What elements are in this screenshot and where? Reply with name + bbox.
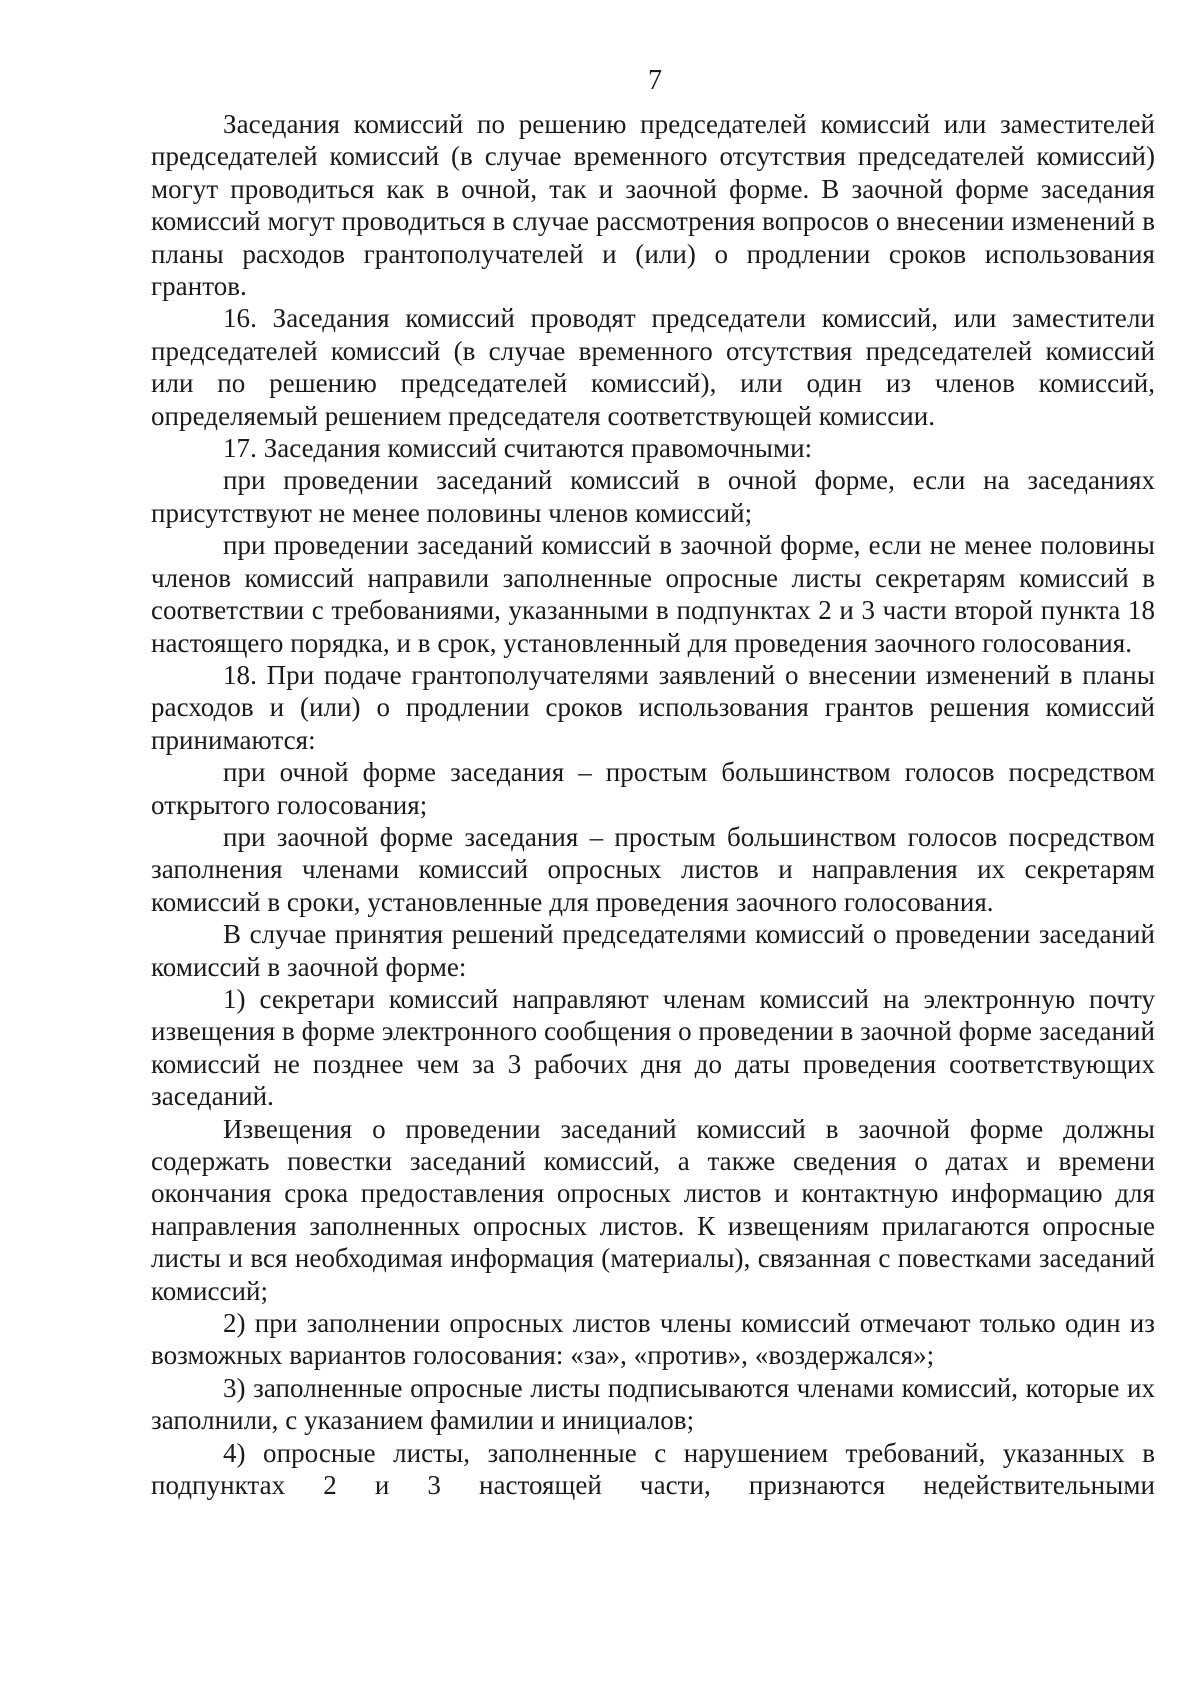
paragraph: 2) при заполнении опросных листов члены комиссий отмечают только один из возможных вариантов голосования: «за», «против», «воздержался»;: [151, 1308, 1155, 1371]
paragraph: при заочной форме заседания – простым большинством голосов посредством заполнения членами комиссий опросных листов и направления их секретарям комиссий в сроки, установленные для проведения заочного голосования.: [151, 821, 1155, 917]
paragraph: при очной форме заседания – простым большинством голосов посредством открытого голосования;: [151, 757, 1155, 820]
paragraph: 4) опросные листы, заполненные с нарушением требований, указанных в подпунктах 2 и 3 настоящей части, признаются недействительными: [151, 1437, 1155, 1501]
paragraph: 18. При подаче грантополучателями заявлений о внесении изменений в планы расходов и (или) о продлении сроков использования грантов решения комиссий принимаются:: [151, 659, 1155, 755]
paragraph: 1) секретари комиссий направляют членам комиссий на электронную почту извещения в форме электронного сообщения о проведении в заочной форме заседаний комиссий не позднее чем за 3 рабочих дня до даты проведения соответствующих заседаний.: [151, 983, 1155, 1112]
paragraph: Извещения о проведении заседаний комиссий в заочной форме должны содержать повестки заседаний комиссий, а также сведения о датах и времени окончания срока предоставления опросных листов и контактную информацию для направления заполненных опросных листов. К извещениям прилагаются опросные листы и вся необходимая информация (материалы), связанная с повестками заседаний комиссий;: [151, 1113, 1155, 1306]
paragraph: 17. Заседания комиссий считаются правомочными:: [223, 433, 813, 464]
paragraph: при проведении заседаний комиссий в заочной форме, если не менее половины членов комиссий направили заполненные опросные листы секретарям комиссий в соответствии с требованиями, указанными в подпунктах 2 и 3 части второй пункта 18 настоящего порядка, и в срок, установленный для проведения заочного голосования.: [151, 530, 1155, 658]
paragraph: 3) заполненные опросные листы подписываются членами комиссий, которые их заполнили, с указанием фамилии и инициалов;: [151, 1372, 1155, 1436]
paragraph: Заседания комиссий по решению председателей комиссий или заместителей председателей комиссий (в случае временного отсутствия председателей комиссий) могут проводиться как в очной, так и заочной форме. В заочной форме заседания комиссий могут проводиться в случае рассмотрения вопросов о внесении изменений в планы расходов грантополучателей и (или) о продлении сроков использования грантов.: [151, 109, 1155, 302]
paragraph: при проведении заседаний комиссий в очной форме, если на заседаниях присутствуют не менее половины членов комиссий;: [151, 465, 1155, 528]
paragraph: 16. Заседания комиссий проводят председатели комиссий, или заместители председателей комиссий (в случае временного отсутствия председателей комиссий или по решению председателей комиссий), или один из членов комиссий, определяемый решением председателя соответствующей комиссии.: [151, 303, 1155, 431]
document-body: [151, 108, 1155, 1501]
page-number: 7: [648, 65, 662, 96]
paragraph: В случае принятия решений председателями комиссий о проведении заседаний комиссий в заочной форме:: [151, 919, 1155, 982]
